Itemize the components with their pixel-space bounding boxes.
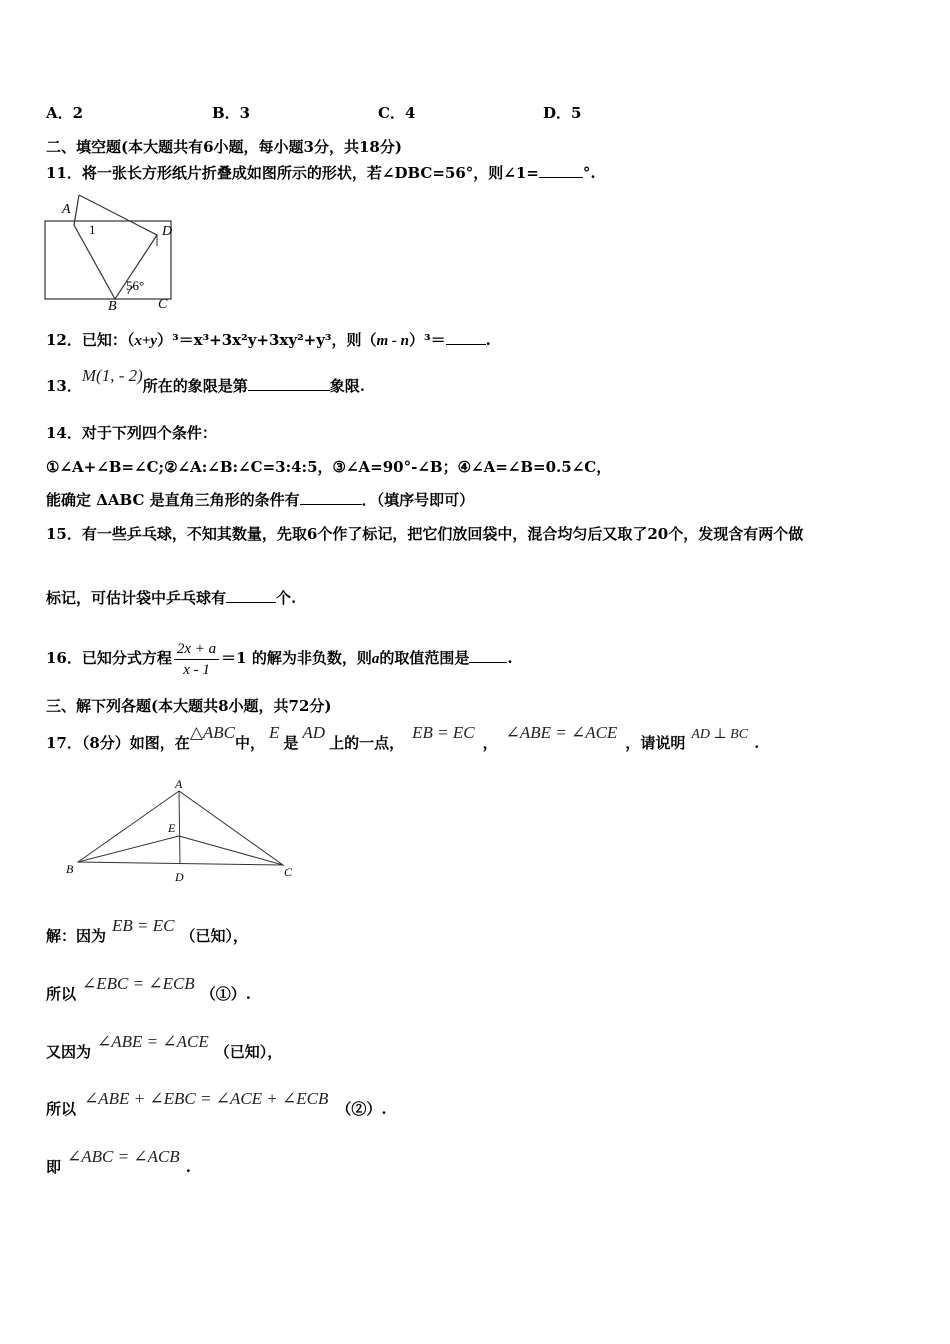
question-14-conditions: ①∠A+∠B=∠C;②∠A:∠B:∠C=3:4:5，③∠A=90°-∠B；④∠A=∠B=0.5∠C，: [46, 458, 612, 476]
q12-expr: x+y: [134, 333, 158, 349]
sol-l5-pre: 即: [46, 1158, 62, 1176]
segment-ec: [179, 836, 283, 865]
q13-point: M(1, - 2): [81, 366, 143, 385]
q13-pre: 13．: [46, 377, 82, 395]
q12-post: ）³＝: [409, 331, 446, 349]
sol-l2-pre: 所以: [46, 985, 77, 1003]
q16-fraction: [174, 639, 219, 680]
option-a: A．2: [46, 104, 84, 122]
q13-post: 象限.: [329, 377, 366, 395]
q12-expr2: m - n: [376, 333, 410, 349]
solution-line-1: [46, 916, 248, 946]
q17-t6: .: [754, 734, 760, 752]
q12-end: .: [485, 331, 491, 349]
sol-l4-post: （②）.: [336, 1100, 387, 1118]
q14-blank: [300, 490, 362, 505]
q15-post: 个.: [276, 589, 297, 607]
q17-m4: EB = EC: [412, 723, 475, 742]
solution-line-3: [46, 1032, 283, 1062]
q12-pre: 12．已知：（: [46, 331, 135, 349]
label-56-deg: 56°: [126, 278, 145, 293]
q16-numerator: 2x + a: [174, 639, 219, 660]
q13-mid: 所在的象限是第: [142, 377, 248, 395]
q15-blank: [226, 588, 276, 603]
label-1: 1: [89, 222, 96, 237]
sol-l2-post: （①）.: [200, 985, 251, 1003]
sol-l4-pre: 所以: [46, 1100, 77, 1118]
sol-l3-math: ∠ABE = ∠ACE: [97, 1032, 209, 1051]
label-d: D: [162, 224, 173, 239]
question-11: [46, 163, 596, 183]
sol-l3-post: （已知），: [214, 1043, 283, 1061]
label-a: A: [175, 777, 183, 791]
sol-l2-math: ∠EBC = ∠ECB: [82, 974, 195, 993]
q14-pre: 能确定 ΔABC 是直角三角形的条件有: [46, 491, 300, 509]
q17-pre: 17．（8分）如图，在: [46, 734, 190, 752]
q17-t1: 中，: [235, 734, 266, 752]
sol-l4-math: ∠ABE + ∠EBC = ∠ACE + ∠ECB: [84, 1089, 329, 1108]
label-e: E: [168, 821, 176, 835]
sol-l3-pre: 又因为: [46, 1043, 92, 1061]
fold-figure: [40, 190, 190, 315]
q13-blank: [248, 376, 330, 391]
question-15-line-2: [46, 588, 296, 608]
q11-blank: [539, 163, 583, 178]
solution-line-5: [46, 1147, 191, 1177]
label-b: B: [66, 862, 74, 876]
q16-mid: ＝1 的解为非负数，则: [221, 649, 372, 667]
segment-eb: [78, 836, 179, 862]
section-2-heading: 二、填空题(本大题共有6小题，每小题3分，共18分): [46, 138, 402, 156]
q17-t3: 上的一点，: [329, 734, 405, 752]
question-16: [46, 636, 513, 681]
q17-m3: AD: [302, 723, 326, 742]
label-c: C: [158, 297, 168, 312]
option-b: B．3: [212, 104, 251, 122]
label-d: D: [175, 870, 184, 884]
sol-l1-post: （已知），: [180, 927, 248, 945]
label-b: B: [108, 299, 117, 314]
q17-m5: ∠ABE = ∠ACE: [505, 723, 618, 742]
q17-t5: ，请说明: [625, 734, 686, 752]
q16-pre: 16．已知分式方程: [46, 649, 172, 667]
q17-t4: ，: [482, 734, 498, 752]
segment-ad: [179, 791, 180, 864]
q11-post: °.: [582, 164, 596, 182]
q14-post: ．（填序号即可）: [361, 491, 475, 509]
q15-pre: 标记，可估计袋中乒乓球有: [46, 589, 227, 607]
sol-l1-pre: 解：因为: [46, 927, 107, 945]
question-12: [46, 330, 491, 351]
q16-mid2: 的取值范围是: [379, 649, 470, 667]
question-15-line-1: 15．有一些乒乓球，不知其数量，先取6个作了标记，把它们放回袋中，混合均匀后又取了20个，发现含有两个做: [46, 525, 804, 543]
q16-blank: [469, 648, 507, 663]
option-c: C．4: [378, 104, 416, 122]
question-13: [46, 366, 366, 396]
solution-line-4: [46, 1089, 387, 1119]
solution-line-2: [46, 974, 251, 1004]
q16-var: a: [371, 651, 380, 667]
q16-denominator: x - 1: [183, 661, 210, 678]
sol-l5-post: .: [185, 1158, 191, 1176]
label-a: A: [62, 202, 71, 217]
question-14-line-1: 14．对于下列四个条件：: [46, 424, 217, 442]
q17-m1: △ABC: [189, 723, 235, 742]
q17-m6: AD ⊥ BC: [691, 727, 749, 742]
section-3-heading: 三、解下列各题(本大题共8小题，共72分): [46, 697, 332, 715]
option-d: D．5: [543, 104, 582, 122]
sol-l1-math: EB = EC: [112, 916, 175, 935]
q12-mid: ）³＝x³+3x²y+3xy²+y³，则（: [157, 331, 377, 349]
triangle-figure: [60, 775, 310, 885]
sol-l5-math: ∠ABC = ∠ACB: [67, 1147, 180, 1166]
folded-flap: [74, 195, 157, 299]
q17-t2: 是: [283, 734, 299, 752]
q16-post: .: [507, 649, 513, 667]
label-c: C: [284, 865, 293, 879]
q17-m2: E: [269, 723, 280, 742]
q12-blank: [446, 330, 486, 345]
question-17: [46, 723, 760, 755]
question-14-line-3: [46, 490, 474, 510]
q11-text: 11．将一张长方形纸片折叠成如图所示的形状，若∠DBC=56°，则∠1=: [46, 164, 539, 182]
